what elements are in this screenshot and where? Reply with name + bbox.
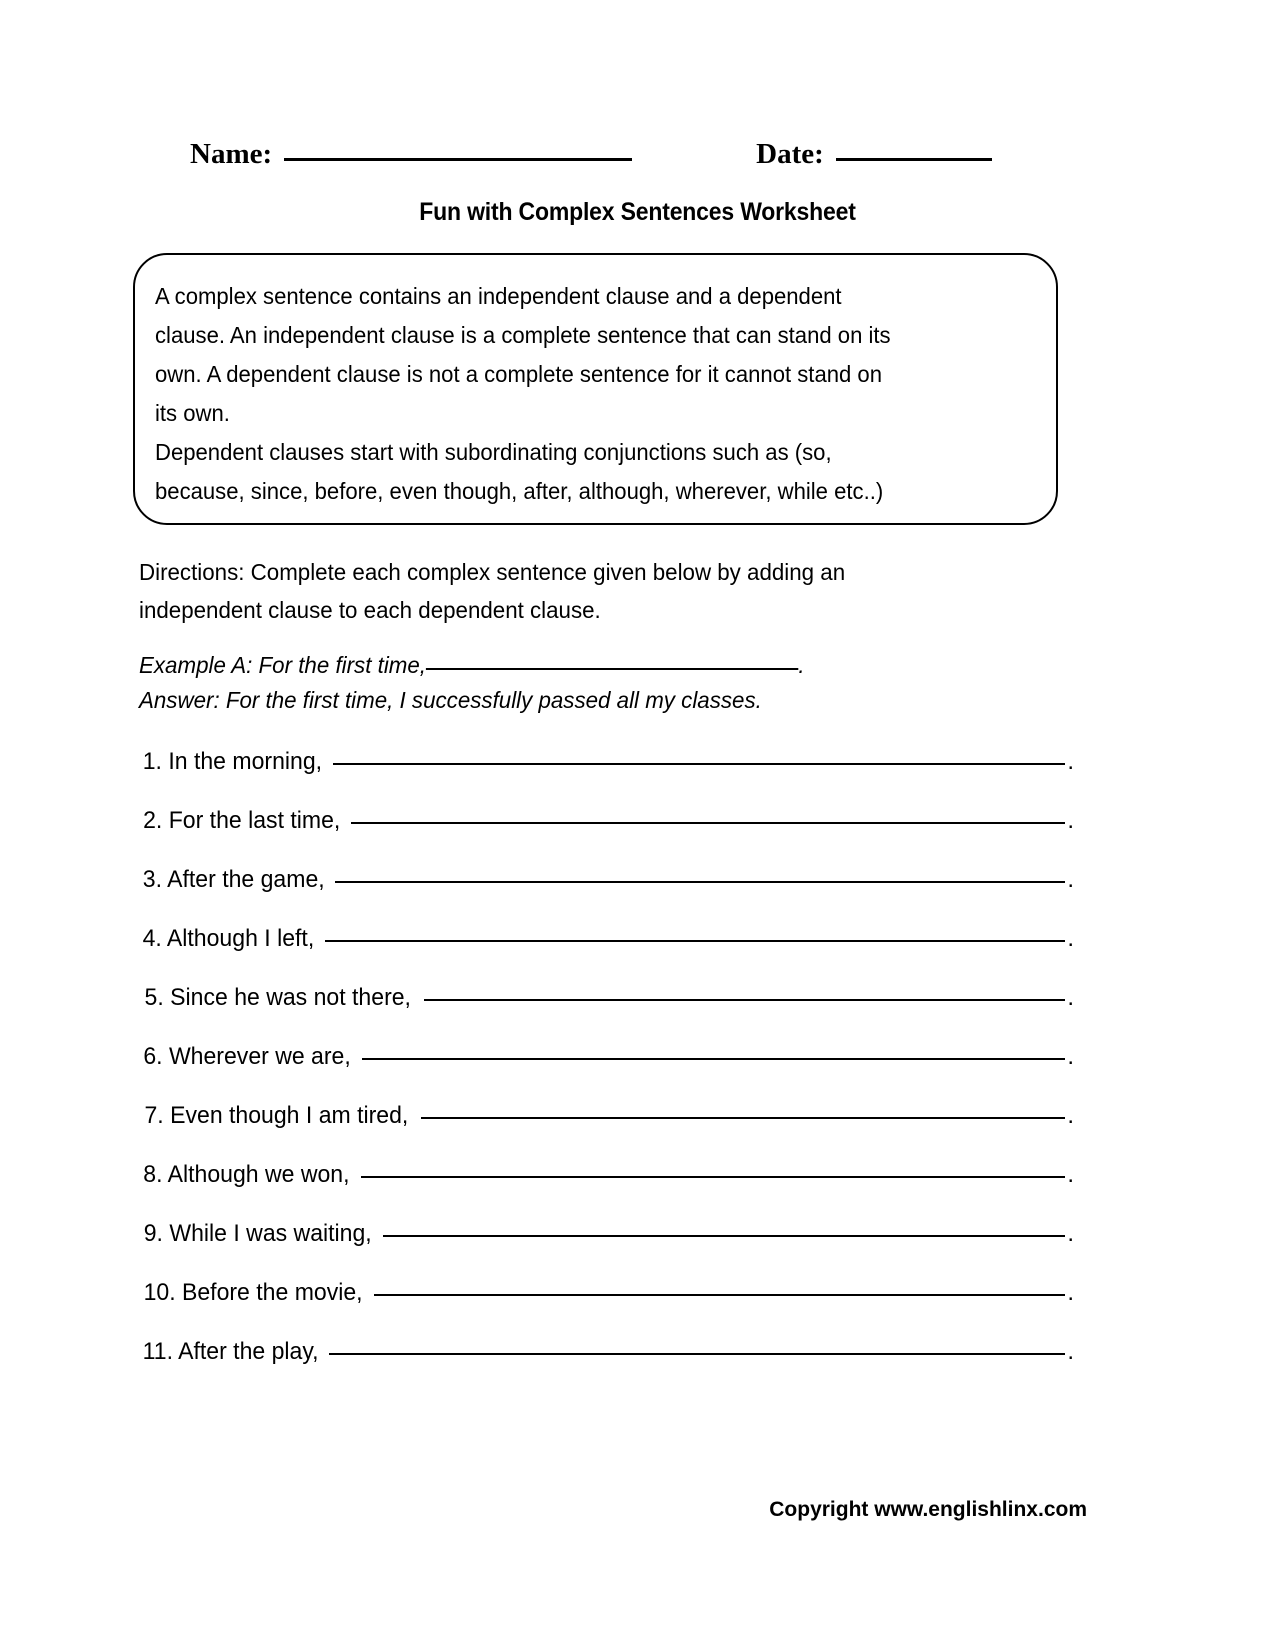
header-fields [190,138,1020,171]
question-answer-rule[interactable] [374,1293,1065,1296]
question-row-2 [139,807,1074,866]
question-answer-rule[interactable] [325,939,1066,942]
question-text: 4. Although I left, [142,925,315,952]
question-answer-rule[interactable] [333,762,1066,765]
question-answer-rule[interactable] [361,1175,1066,1178]
info-line-3: own. A dependent clause is not a complete sentence for it cannot stand on [155,361,883,387]
example-prompt-period: . [798,652,805,678]
copyright-footer: Copyright www.englishlinx.com [769,1498,1087,1521]
page-title: Fun with Complex Sentences Worksheet [419,198,856,226]
question-text: 6. Wherever we are, [143,1043,351,1070]
question-text: 5. Since he was not there, [144,984,411,1011]
question-row-4 [139,925,1074,984]
question-list [139,748,1074,1397]
question-text: 7. Even though I am tired, [144,1102,409,1129]
question-text: 11. After the play, [142,1338,319,1365]
question-answer-rule[interactable] [329,1352,1065,1355]
date-input-rule[interactable] [836,157,992,161]
question-row-8 [139,1161,1074,1220]
question-period: . [1067,866,1074,893]
question-answer-rule[interactable] [351,821,1065,824]
question-text: 9. While I was waiting, [143,1220,372,1247]
question-period: . [1067,748,1074,775]
example-prompt-text: Example A: For the first time, [139,652,427,678]
question-period: . [1067,1220,1074,1247]
question-period: . [1067,1279,1074,1306]
example-answer-rule[interactable] [426,667,798,670]
directions-line-1: Directions: Complete each complex sentence given below by adding an [139,559,846,585]
example-prompt-row [139,648,1032,683]
question-text: 1. In the morning, [142,748,323,775]
question-row-3 [139,866,1074,925]
question-text: 3. After the game, [142,866,325,893]
example-block [139,648,1032,718]
question-text: 8. Although we won, [143,1161,350,1188]
info-line-5: Dependent clauses start with subordinating conjunctions such as (so, [155,439,832,465]
question-row-9 [139,1220,1074,1279]
question-period: . [1067,1043,1074,1070]
question-answer-rule[interactable] [362,1057,1065,1060]
name-label: Name: [190,138,273,170]
question-answer-rule[interactable] [335,880,1065,883]
date-label: Date: [756,138,824,170]
directions-line-2: independent clause to each dependent clause. [139,597,601,623]
question-text: 2. For the last time, [143,807,341,834]
question-row-7 [139,1102,1074,1161]
name-field-group [190,138,632,171]
question-answer-rule[interactable] [421,1116,1066,1119]
question-period: . [1067,984,1074,1011]
question-row-5 [139,984,1074,1043]
name-input-rule[interactable] [284,157,632,161]
question-period: . [1067,807,1074,834]
question-row-6 [139,1043,1074,1102]
example-answer-text: Answer: For the first time, I successfully passed all my classes. [139,687,762,713]
question-period: . [1067,1102,1074,1129]
info-line-4: its own. [155,400,230,426]
question-text: 10. Before the movie, [143,1279,363,1306]
question-answer-rule[interactable] [424,998,1066,1001]
question-period: . [1067,1338,1074,1365]
info-box-text [155,277,982,511]
info-line-6: because, since, before, even though, after, although, wherever, while etc..) [155,478,884,504]
question-row-1 [139,748,1074,807]
question-period: . [1067,925,1074,952]
info-line-1: A complex sentence contains an independent clause and a dependent [155,283,842,309]
date-field-group [756,138,992,171]
directions-block [139,553,994,629]
question-row-10 [139,1279,1074,1338]
question-row-11 [139,1338,1074,1397]
question-answer-rule[interactable] [383,1234,1065,1237]
question-period: . [1067,1161,1074,1188]
info-line-2: clause. An independent clause is a complete sentence that can stand on its [155,322,891,348]
